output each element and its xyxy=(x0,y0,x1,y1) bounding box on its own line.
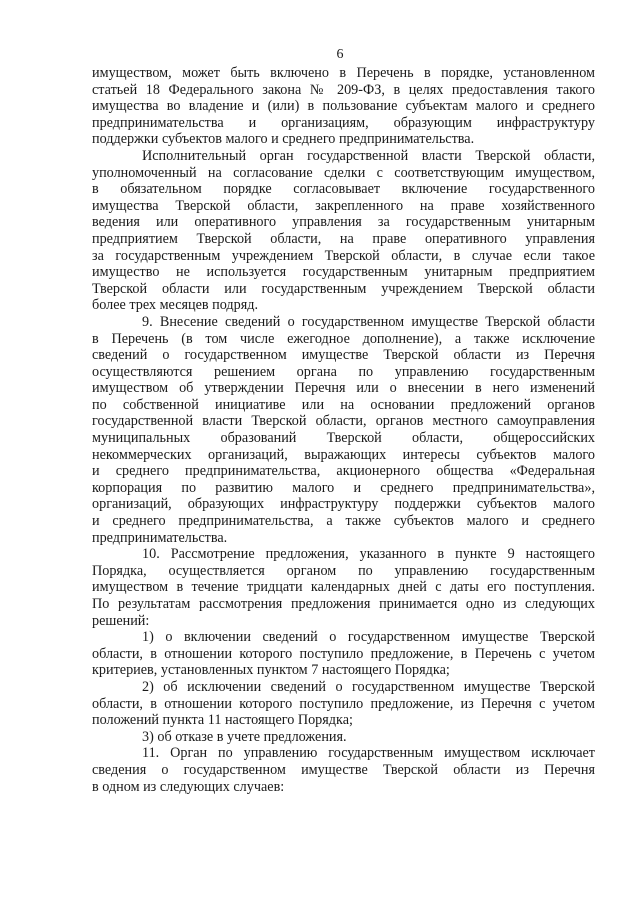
text-line: области, в отношении которого поступило предложение, в Перечень с учетом xyxy=(92,645,595,662)
document-body xyxy=(92,65,595,795)
text-line: по собственной инициативе или на основании предложений органов xyxy=(92,396,595,413)
text-line: предприятием Тверской области, на праве оперативного управления xyxy=(92,230,595,247)
text-line: сведений о государственном имуществе Тверской области из Перечня xyxy=(92,347,595,364)
text-line: и среднего предпринимательства, а также субъектов малого и среднего xyxy=(92,513,595,530)
text-line: уполномоченный на согласование сделки с соответствующим имуществом, xyxy=(92,164,595,181)
text-line: более трех месяцев подряд. xyxy=(92,297,259,314)
text-line: организаций, образующих инфраструктуру поддержки субъектов малого xyxy=(92,496,595,513)
text-line: и среднего предпринимательства, акционерного общества «Федеральная xyxy=(92,463,595,480)
text-line: решений: xyxy=(92,612,150,629)
text-line: ведения или оперативного управления за государственным унитарным xyxy=(92,214,595,231)
text-line: положений пункта 11 настоящего Порядка; xyxy=(92,712,353,729)
text-line: Тверской области или государственным учреждением Тверской области xyxy=(92,280,595,297)
text-line: критериев, установленных пунктом 7 настоящего Порядка; xyxy=(92,662,450,679)
text-line: имущество не используется государственным унитарным предприятием xyxy=(92,264,595,281)
text-line: 3) об отказе в учете предложения. xyxy=(142,728,347,745)
text-line: 11. Орган по управлению государственным имуществом исключает xyxy=(142,745,595,762)
text-line: 9. Внесение сведений о государственном имуществе Тверской области xyxy=(142,313,595,330)
text-line: корпорация по развитию малого и среднего предпринимательства», xyxy=(92,479,595,496)
page-number: 6 xyxy=(336,47,344,62)
text-line: имущества во владение и (или) в пользование субъектам малого и среднего xyxy=(92,98,595,115)
text-line: некоммерческих организаций, выражающих интересы субъектов малого xyxy=(92,446,595,463)
text-line: Порядка, осуществляется органом по управлению государственным xyxy=(92,562,595,579)
text-line: предпринимательства и организациям, образующим инфраструктуру xyxy=(92,114,595,131)
text-line: имущества Тверской области, закрепленного на праве хозяйственного xyxy=(92,197,595,214)
text-line: осуществляются решением органа по управлению государственным xyxy=(92,363,595,380)
text-line: области, в отношении которого поступило предложение, из Перечня с учетом xyxy=(92,695,595,712)
text-line: государственной власти Тверской области, органов местного самоуправления xyxy=(92,413,595,430)
text-line: сведения о государственном имуществе Тверской области из Перечня xyxy=(92,761,595,778)
text-line: поддержки субъектов малого и среднего предпринимательства. xyxy=(92,131,475,148)
text-line: По результатам рассмотрения предложения принимается одно из следующих xyxy=(92,596,595,612)
text-line: в одном из следующих случаев: xyxy=(92,778,285,795)
text-line: в обязательном порядке согласовывает включение государственного xyxy=(92,181,595,198)
text-line: имуществом об утверждении Перечня или о внесении в него изменений xyxy=(92,380,595,397)
text-line: имуществом в течение тридцати календарных дней с даты его поступления. xyxy=(92,579,595,596)
text-line: Исполнительный орган государственной власти Тверской области, xyxy=(142,147,595,164)
text-line: 10. Рассмотрение предложения, указанного в пункте 9 настоящего xyxy=(142,546,595,563)
text-line: имуществом, может быть включено в Перечень в порядке, установленном xyxy=(92,65,595,81)
text-line: за государственным учреждением Тверской области, в случае если такое xyxy=(92,247,595,264)
text-line: статьей 18 Федерального закона № 209-ФЗ, в целях предоставления такого xyxy=(92,81,595,98)
text-line: предпринимательства. xyxy=(92,529,228,546)
text-line: 2) об исключении сведений о государственном имуществе Тверской xyxy=(142,678,595,695)
text-line: муниципальных образований Тверской области, общероссийских xyxy=(92,430,595,447)
text-line: 1) о включении сведений о государственном имуществе Тверской xyxy=(142,629,595,646)
text-line: в Перечень (в том числе ежегодное дополнение), а также исключение xyxy=(92,330,595,347)
